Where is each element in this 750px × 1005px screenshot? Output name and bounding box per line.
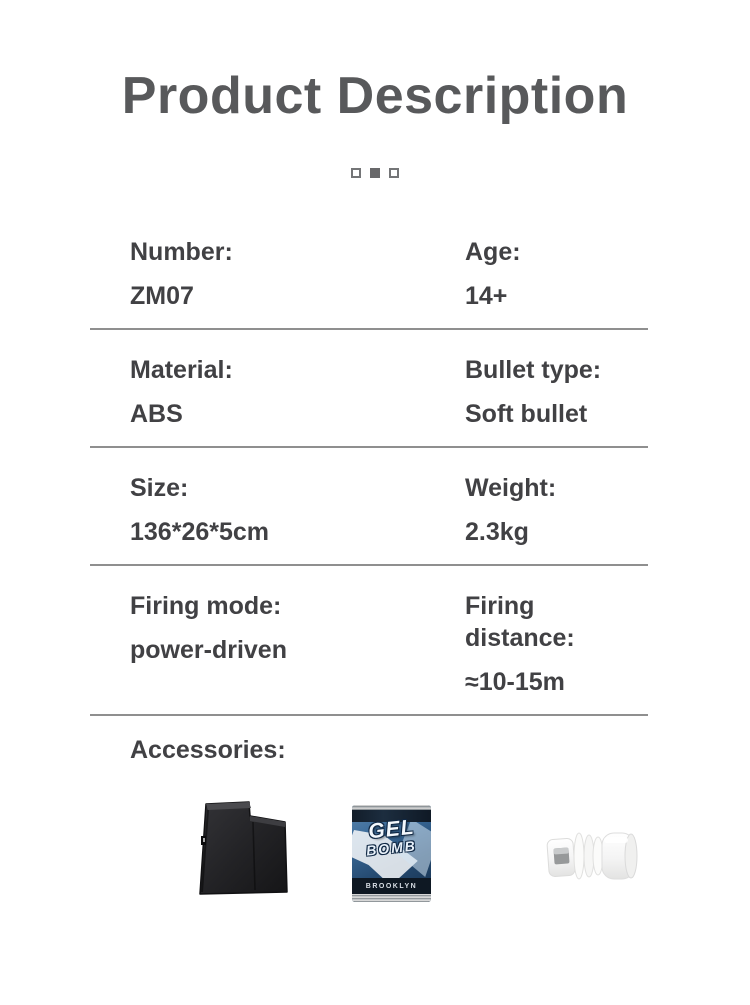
- gel-bomb-packet-image: [352, 805, 431, 902]
- packet-gel-text: GEL: [367, 815, 416, 844]
- packet-crimp-bottom: [352, 894, 431, 902]
- spec-cell-firing-distance: [465, 590, 648, 698]
- spec-cell-material: [90, 354, 465, 430]
- spec-row-material-bullet: [90, 330, 648, 448]
- spec-label-size: Size:: [130, 474, 189, 502]
- spec-row-firing: [90, 566, 648, 716]
- spec-value-material: ABS: [130, 400, 183, 428]
- spec-value-bullet-type: Soft bullet: [465, 400, 588, 428]
- spec-label-weight: Weight:: [465, 474, 557, 502]
- spec-value-number: ZM07: [130, 282, 194, 310]
- spec-table: [90, 228, 648, 716]
- carousel-dot-icon: [389, 168, 399, 178]
- magazine-image: [196, 800, 288, 898]
- spec-value-firing-distance: ≈10-15m: [465, 668, 565, 696]
- spec-label-material: Material:: [130, 356, 233, 384]
- spec-cell-weight: [465, 472, 648, 548]
- muzzle-plug-image: [544, 824, 640, 888]
- spec-cell-age: [465, 236, 648, 312]
- spec-value-age: 14+: [465, 282, 508, 310]
- spec-cell-size: [90, 472, 465, 548]
- carousel-dots: [0, 166, 750, 180]
- page-title: Product Description: [121, 67, 629, 125]
- spec-row-number-age: [90, 228, 648, 330]
- carousel-dot-active-icon: [370, 168, 380, 178]
- accessories-images: [0, 766, 750, 1005]
- spec-value-weight: 2.3kg: [465, 518, 529, 546]
- spec-row-size-weight: [90, 448, 648, 566]
- spec-label-number: Number:: [130, 238, 233, 266]
- accessories-label: Accessories:: [130, 736, 286, 764]
- spec-label-firing-distance: Firing distance:: [465, 592, 575, 652]
- spec-cell-number: [90, 236, 465, 312]
- spec-value-firing-mode: power-driven: [130, 636, 287, 664]
- packet-band-bottom: [352, 878, 431, 894]
- spec-label-bullet-type: Bullet type:: [465, 356, 602, 384]
- spec-cell-firing-mode: [90, 590, 465, 698]
- packet-bomb-text: BOMB: [365, 837, 418, 859]
- spec-value-size: 136*26*5cm: [130, 518, 270, 546]
- spec-label-age: Age:: [465, 238, 521, 266]
- spec-label-firing-mode: Firing mode:: [130, 592, 282, 620]
- spec-cell-bullet-type: [465, 354, 648, 430]
- packet-brooklyn-text: BROOKLYN: [365, 882, 418, 890]
- carousel-dot-icon: [351, 168, 361, 178]
